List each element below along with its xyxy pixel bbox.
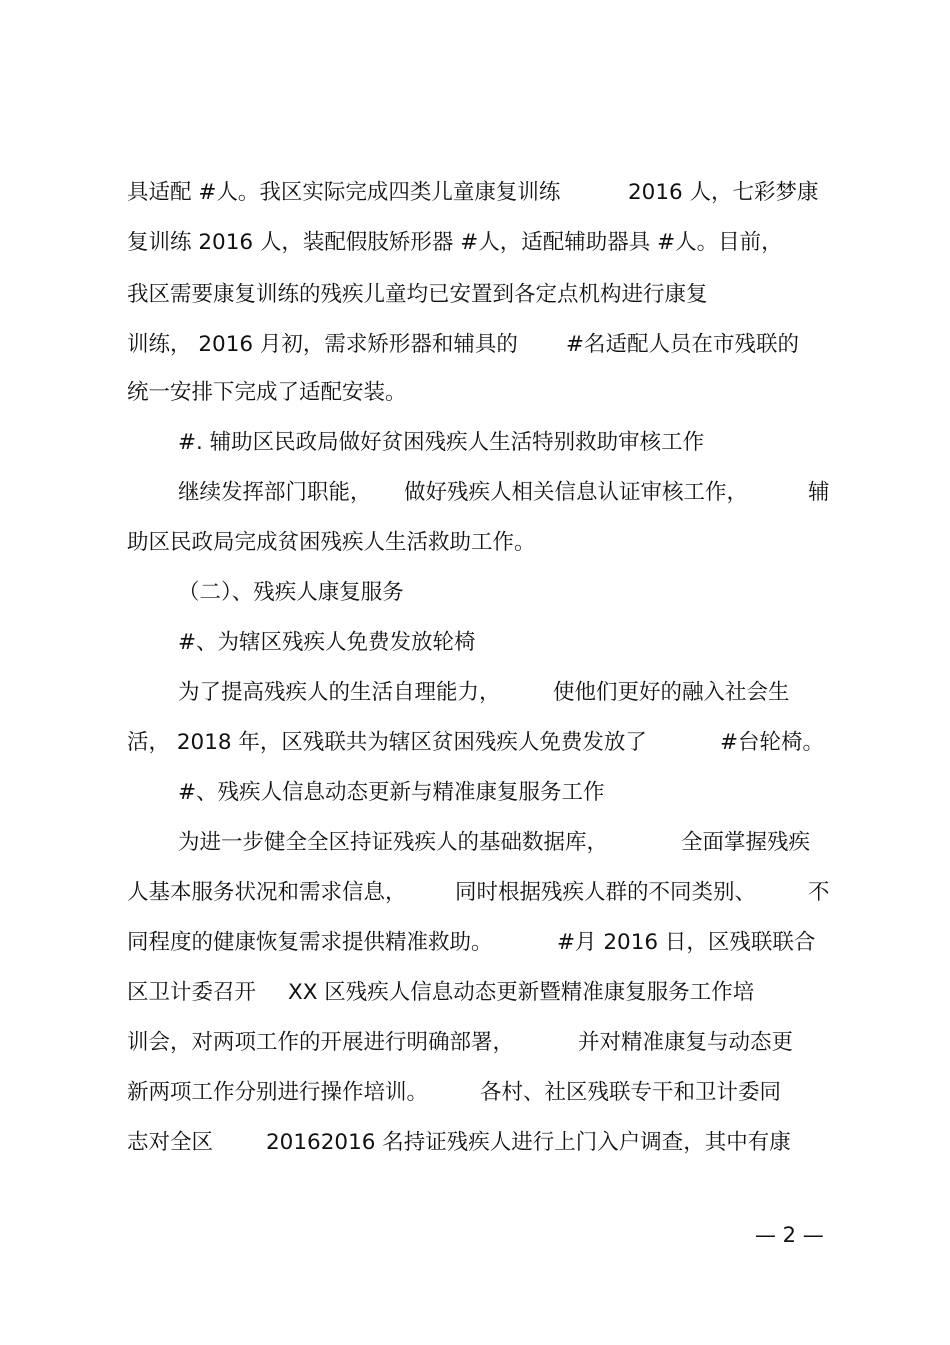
- text-segment: 全面掌握残疾: [681, 830, 811, 855]
- text-line: [0, 330, 800, 360]
- text-segment: 使他们更好的融入社会生: [553, 680, 790, 705]
- text-line: [0, 828, 811, 858]
- text-line: [0, 728, 825, 758]
- page-number: — 2 —: [755, 1223, 824, 1247]
- text-segment: 各村、社区残联专干和卫计委同: [480, 1080, 782, 1105]
- text-segment: 训会，对两项工作的开展进行明确部署，: [127, 1030, 515, 1055]
- text-segment: 20162016 名持证残疾人进行上门入户调查，其中有康: [266, 1130, 791, 1155]
- text-segment: 辅: [808, 480, 830, 505]
- text-segment: 同程度的健康恢复需求提供精准救助。: [127, 930, 493, 955]
- text-segment: 区卫计委召开: [127, 980, 257, 1005]
- text-segment: 同时根据残疾人群的不同类别、: [455, 880, 757, 905]
- text-line: [0, 378, 407, 408]
- text-segment: 2016 人，七彩梦康: [628, 180, 819, 205]
- text-line: [0, 1128, 791, 1158]
- text-line: [0, 178, 819, 208]
- text-line: [0, 978, 755, 1008]
- text-segment: XX 区残疾人信息动态更新暨精准康复服务工作培: [288, 980, 755, 1005]
- text-segment: 复训练 2016 人，装配假肢矫形器 #人，适配辅助器具 #人。目前，: [127, 230, 783, 255]
- text-line: [0, 280, 708, 310]
- section-heading: [0, 628, 476, 658]
- text-line: [0, 1028, 794, 1058]
- text-segment: 不: [808, 880, 830, 905]
- text-line: [0, 678, 790, 708]
- text-segment: 做好残疾人相关信息认证审核工作，: [404, 480, 749, 505]
- text-segment: 人基本服务状况和需求信息，: [127, 880, 407, 905]
- text-segment: #、残疾人信息动态更新与精准康复服务工作: [178, 780, 605, 805]
- text-segment: #、为辖区残疾人免费发放轮椅: [178, 630, 476, 655]
- text-line: [0, 878, 830, 908]
- text-line: [0, 478, 830, 508]
- text-segment: 活， 2018 年，区残联共为辖区贫困残疾人免费发放了: [127, 730, 647, 755]
- text-segment: 训练， 2016 月初，需求矫形器和辅具的: [127, 332, 518, 357]
- text-segment: 新两项工作分别进行操作培训。: [127, 1080, 429, 1105]
- text-segment: （二）、残疾人康复服务: [178, 580, 404, 605]
- text-segment: 并对精准康复与动态更: [578, 1030, 794, 1055]
- text-segment: 志对全区: [127, 1130, 214, 1155]
- text-line: [0, 928, 816, 958]
- text-segment: 具适配 #人。我区实际完成四类儿童康复训练: [127, 180, 561, 205]
- text-segment: #. 辅助区民政局做好贫困残疾人生活特别救助审核工作: [178, 430, 705, 455]
- section-heading: [0, 578, 404, 608]
- text-segment: 为进一步健全全区持证残疾人的基础数据库，: [178, 830, 609, 855]
- section-heading: [0, 778, 605, 808]
- text-line: [0, 228, 783, 258]
- text-segment: 我区需要康复训练的残疾儿童均已安置到各定点机构进行康复: [127, 282, 708, 307]
- text-segment: 助区民政局完成贫困残疾人生活救助工作。: [127, 530, 536, 555]
- text-line: [0, 528, 536, 558]
- text-segment: 为了提高残疾人的生活自理能力，: [178, 680, 501, 705]
- text-line: [0, 1078, 782, 1108]
- text-segment: #名适配人员在市残联的: [566, 332, 800, 357]
- text-segment: 继续发挥部门职能，: [178, 480, 372, 505]
- text-segment: #月 2016 日，区残联联合: [557, 930, 816, 955]
- text-segment: #台轮椅。: [720, 730, 825, 755]
- text-segment: 统一安排下完成了适配安装。: [127, 380, 407, 405]
- section-heading: [0, 428, 705, 458]
